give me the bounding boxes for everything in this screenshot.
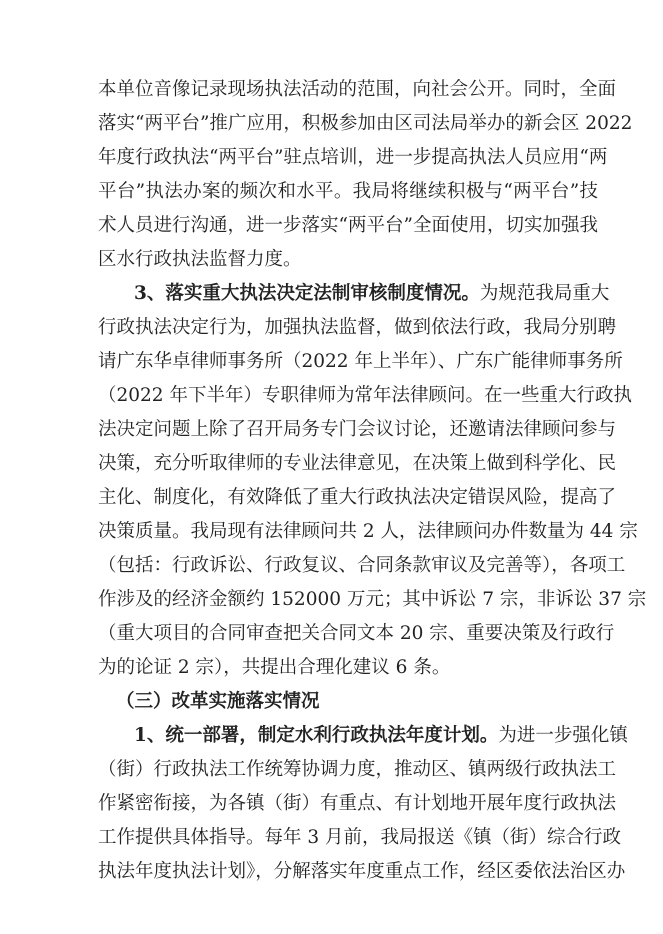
body-text-line: 为的论证 2 宗），共提出合理化建议 6 条。 <box>98 657 451 678</box>
body-text-line: 主化、制度化，有效降低了重大行政执法决定错误风险，提高了 <box>98 487 617 508</box>
body-text-line: 决策质量。我局现有法律顾问共 2 人，法律顾问办件数量为 44 宗 <box>98 521 638 542</box>
section-heading: （三）改革实施落实情况 <box>116 691 320 712</box>
body-text-line: 请广东华卓律师事务所（2022 年上半年）、广东广能律师事务所 <box>98 351 623 372</box>
body-text-line: 平台”执法办案的频次和水平。我局将继续积极与“两平台”技 <box>98 181 598 202</box>
subsection-1-first-line <box>134 719 628 753</box>
body-text-line: （包括：行政诉讼、行政复议、合同条款审议及完善等），各项工 <box>98 555 626 576</box>
body-text-line: （街）行政执法工作统筹协调力度，推动区、镇两级行政执法工 <box>98 759 617 780</box>
body-text-line: 术人员进行沟通，进一步落实“两平台”全面使用，切实加强我 <box>98 215 598 236</box>
body-text-line: 法决定问题上除了召开局务专门会议讨论，还邀请法律顾问参与 <box>98 419 617 440</box>
body-text-line: 作紧密衔接，为各镇（街）有重点、有计划地开展年度行政执法 <box>98 793 617 814</box>
subsection-3-first-line <box>134 277 610 311</box>
body-text-line: 工作提供具体指导。每年 3 月前，我局报送《镇（街）综合行政 <box>98 827 622 848</box>
body-text-line: 年度行政执法“两平台”驻点培训，进一步提高执法人员应用“两 <box>98 147 608 168</box>
body-text-line: （重大项目的合同审查把关合同文本 20 宗、重要决策及行政行 <box>98 623 615 644</box>
body-text-line: 作涉及的经济金额约 152000 万元；其中诉讼 7 宗，非诉讼 37 宗 <box>98 589 647 610</box>
subsection-3-lead-text: 为规范我局重大 <box>479 283 610 304</box>
subsection-3-heading: 3、落实重大执法决定法制审核制度情况。 <box>134 283 480 304</box>
body-text-line: 区水行政执法监督力度。 <box>98 249 302 270</box>
body-text-line: 行政执法决定行为，加强执法监督，做到依法行政，我局分别聘 <box>98 317 617 338</box>
body-text-line: 决策，充分听取律师的专业法律意见，在决策上做到科学化、民 <box>98 453 617 474</box>
subsection-1-heading: 1、统一部署，制定水利行政执法年度计划。 <box>134 725 499 746</box>
subsection-1-lead-text: 为进一步强化镇 <box>498 725 628 746</box>
body-text-line: 本单位音像记录现场执法活动的范围，向社会公开。同时，全面 <box>98 79 617 100</box>
body-text-line: （2022 年下半年）专职律师为常年法律顾问。在一些重大行政执 <box>98 385 632 406</box>
body-text-line: 执法年度执法计划》，分解落实年度重点工作，经区委依法治区办 <box>98 861 626 882</box>
body-text-line: 落实“两平台”推广应用，积极参加由区司法局举办的新会区 2022 <box>98 113 633 134</box>
